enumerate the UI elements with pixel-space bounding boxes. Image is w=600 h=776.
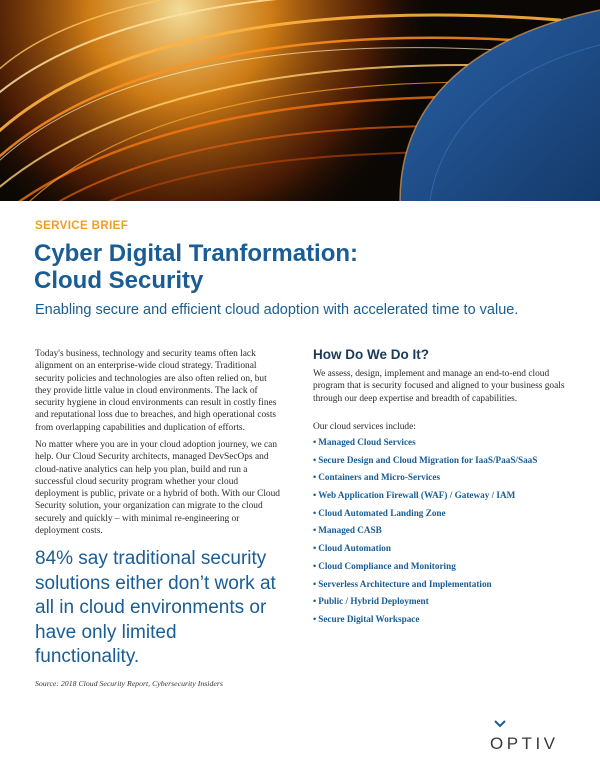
optiv-logo — [490, 720, 570, 760]
list-item: • Public / Hybrid Deployment — [313, 596, 429, 607]
list-item: • Cloud Automation — [313, 543, 391, 554]
approach-paragraph: We assess, design, implement and manage an end-to-end cloud program that is security focused and aligned to your business goals through our deep expertise and breadth of capabilities. — [313, 369, 565, 404]
page-subtitle: Enabling secure and efficient cloud adoption with accelerated time to value. — [35, 302, 519, 318]
service-brief-label: SERVICE BRIEF — [35, 220, 129, 232]
list-item: • Managed Cloud Services — [313, 437, 416, 447]
title-line-1: Cyber Digital Tranformation: — [34, 240, 359, 267]
list-item: • Serverless Architecture and Implementation — [313, 578, 492, 589]
list-item: • Secure Digital Workspace — [313, 613, 420, 624]
help-paragraph: No matter where you are in your cloud adoption journey, we can help. Our Cloud Security architects, managed DevSecOps and cloud-native analytics can help you plan, build and run a successful cloud security program whether your cloud deployment is public, private or a hybrid of both. With our Cloud Security solution, your organization can migrate to the cloud securely and quickly – with minimal re-engineering or deployment costs. — [35, 440, 280, 537]
list-item: • Managed CASB — [313, 525, 382, 536]
hero-image — [0, 0, 600, 201]
logo-chevron-icon — [494, 720, 506, 728]
page-title — [34, 240, 358, 294]
bullet-icon: • — [313, 507, 317, 518]
intro-paragraph: Today's business, technology and security teams often lack alignment on an enterprise-wide cloud strategy. Traditional security policies and technologies are also often relied on, but they provide little value in cloud environments. The lack of security hygiene in cloud environments can result in costly fines and reputational loss due to breaches, and high operational costs from overlapping capabilities and duplication of efforts. — [35, 349, 277, 433]
bullet-icon: • — [313, 490, 317, 501]
list-item: • Containers and Micro-Services — [313, 472, 441, 483]
bullet-icon: • — [313, 560, 317, 571]
title-line-2: Cloud Security — [34, 267, 204, 294]
light-trails-graphic — [0, 0, 600, 201]
quote-source: Source: 2018 Cloud Security Report, Cybersecurity Insiders — [35, 679, 223, 688]
bullet-icon: • — [313, 525, 317, 536]
bullet-icon: • — [313, 613, 317, 624]
list-item: • Cloud Automated Landing Zone — [313, 507, 446, 518]
bullet-icon: • — [313, 454, 317, 465]
bullet-icon: • — [313, 437, 317, 447]
cloud-services-list — [313, 434, 537, 629]
how-we-do-it-heading: How Do We Do It? — [313, 347, 429, 362]
list-item: • Secure Design and Cloud Migration for IaaS/PaaS/SaaS — [313, 454, 538, 465]
bullet-icon: • — [313, 543, 317, 554]
services-intro: Our cloud services include: — [313, 422, 416, 432]
bullet-icon: • — [313, 578, 317, 589]
list-item: • Cloud Compliance and Monitoring — [313, 560, 456, 571]
statistic-pull-quote: 84% say traditional security solutions either don’t work at all in cloud environments or have only limited functionality. — [35, 548, 276, 667]
bullet-icon: • — [313, 472, 317, 483]
list-item: • Web Application Firewall (WAF) / Gateway / IAM — [313, 490, 516, 501]
bullet-icon: • — [313, 596, 317, 607]
logo-wordmark: OPTIV — [490, 734, 559, 753]
